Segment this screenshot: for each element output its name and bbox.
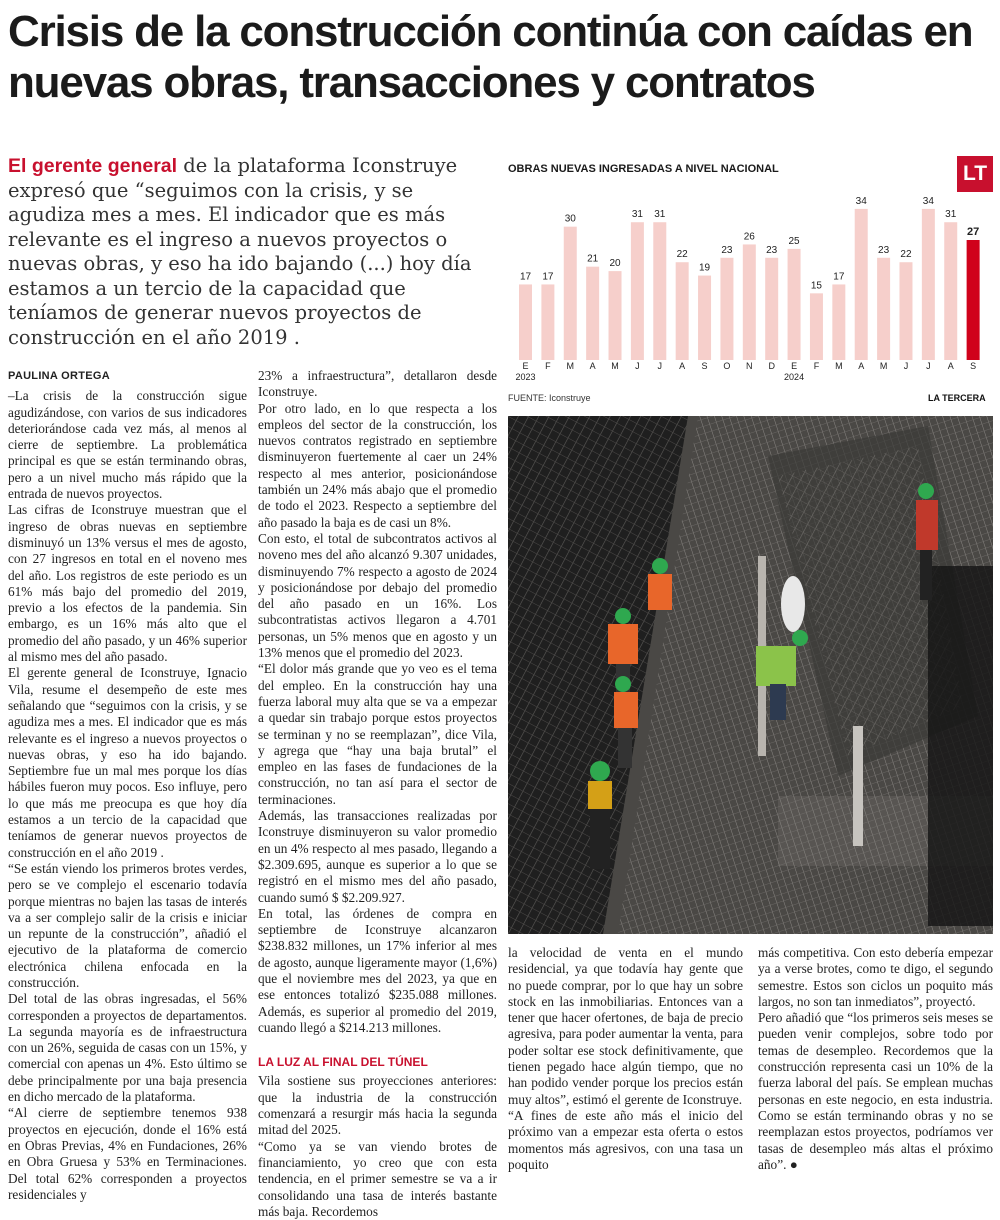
bar-value-label: 30 <box>564 213 576 225</box>
chart-title: OBRAS NUEVAS INGRESADAS A NIVEL NACIONAL <box>508 163 779 175</box>
byline: PAULINA ORTEGA <box>8 370 110 382</box>
bar-value-label: 27 <box>966 226 980 238</box>
bar-value-label: 26 <box>743 231 755 243</box>
bar-value-label: 22 <box>676 249 688 261</box>
paragraph: “El dolor más grande que yo veo es el tema del empleo. En la construcción hay una fuerza laboral muy alta que se va a empezar a quedar sin trabajo porque estos proyectos se terminan y no se reemplazan”, dice Vila, y agrega que “hay una baja brutal” el empleo en las fases de fundaciones de la construcción, no tan así para el sector de terminaciones. <box>258 661 497 807</box>
chart-bar <box>698 276 711 360</box>
bar-value-label: 21 <box>587 253 599 265</box>
paragraph: la velocidad de venta en el mundo residencial, ya que todavía hay gente que no puede comprar, por lo que hay un sobre stock en las inmobiliarias. Entonces van a tener que hacer ofertones, de baja de precio agresiva, para poder aumentar la venta, para poder soltar ese stock definitivamente, que tienen pegado hace algún tiempo, que no han podido vender porque los precios están muy altos”, estimó el gerente de Iconstruye. <box>508 945 743 1107</box>
bar-value-label: 15 <box>810 280 823 292</box>
x-tick-label: F <box>545 361 551 371</box>
article-deck <box>8 154 483 350</box>
chart-bar <box>855 209 868 360</box>
chart-bar <box>586 267 599 360</box>
x-tick-label: S <box>701 361 708 371</box>
bar-value-label: 23 <box>878 244 890 256</box>
bar-value-label: 34 <box>922 195 934 207</box>
year-label: 2023 <box>515 372 536 382</box>
chart-bar <box>519 284 532 360</box>
chart-bar <box>720 258 733 360</box>
chart-bar <box>564 227 577 360</box>
chart-bar <box>743 244 756 360</box>
x-tick-label: A <box>589 361 596 371</box>
chart-bar <box>765 258 778 360</box>
bar-value-label: 31 <box>654 209 666 221</box>
column-3 <box>508 945 743 1173</box>
bar-value-label: 17 <box>542 271 554 283</box>
paragraph <box>758 1010 993 1173</box>
la-tercera-logo: LT <box>957 156 993 192</box>
chart-bar <box>922 209 935 360</box>
x-tick-label: J <box>926 361 931 371</box>
x-tick-label: M <box>879 361 888 371</box>
paragraph: –La crisis de la construcción sigue agudizándose, con varios de sus indicadores deteriorándose cada vez más, al menos al cierre de septiembre. La problemática principal es que se están terminando obras, pero a un nivel mucho más rápido que la entrada de nuevos proyectos. <box>8 388 247 502</box>
paragraph-text: Pero añadió que “los primeros seis meses se pueden venir complejos, sobre todo por temas de desempleo. Recordemos que la construcción representa casi un 10% de la fuerza laboral del país. Se emplean muchas personas en este negocio, en esta industria. Como se están terminando obras y no se reemplazan estos proyectos, podríamos ver tasas de desempleo más altas el próximo año”. <box>758 1010 993 1172</box>
bar-value-label: 23 <box>766 244 778 256</box>
x-tick-label: E <box>791 361 798 371</box>
x-tick-label: S <box>970 361 977 371</box>
paragraph: Además, las transacciones realizadas por Iconstruye disminuyeron su valor promedio en un 4% respecto al mes pasado, llegando a $2.309.695, aunque es superior a lo que se registró en el mismo mes del año pasado, cuando sumó $ $2.209.927. <box>258 808 497 905</box>
photo-illustration <box>508 416 993 934</box>
paragraph: Las cifras de Iconstruye muestran que el ingreso de obras nuevas en septiembre disminuyó un 13% versus el mes de agosto, con 27 ingresos en total en el noveno mes del año. Los registros de este periodo es un 61% más bajo del promedio del 2019, previo a los efectos de la pandemia. Sin embargo, es un 16% más alto que el promedio del año pasado, y un 46% superior al mismo mes del año pasado. <box>8 502 247 665</box>
chart-bar <box>609 271 622 360</box>
x-tick-label: J <box>657 361 663 371</box>
chart-bar <box>541 284 554 360</box>
bar-value-label: 19 <box>698 262 711 274</box>
chart-bar <box>676 262 689 360</box>
year-label: 2024 <box>784 372 805 382</box>
bar-value-label: 25 <box>788 235 800 247</box>
bar-value-label: 23 <box>721 244 733 256</box>
subheading: LA LUZ AL FINAL DEL TÚNEL <box>258 1055 428 1070</box>
bar-value-label: 17 <box>833 271 845 283</box>
paragraph: “Se están viendo los primeros brotes verdes, pero se ve complejo el escenario todavía porque mientras no bajen las tasas de interés va a ser complejo salir de la crisis e iniciar un repunte de la construcción”, añadió el ejecutivo de la plataforma de comercio electrónica chilena enfocada en la construcción. <box>8 860 247 990</box>
brand-name: LA TERCERA <box>928 393 986 403</box>
column-2 <box>258 368 497 1220</box>
headline: Crisis de la construcción continúa con caídas en nuevas obras, transacciones y contratos <box>8 7 973 107</box>
paragraph: “A fines de este año más el inicio del próximo van a empezar esta oferta o estos momentos más agresivos, con una tasa un poquito <box>508 1107 743 1172</box>
paragraph: En total, las órdenes de compra en septiembre de Iconstruye alcanzaron $238.832 millones, un 17% inferior al mes de agosto, aunque ligeramente mayor (1,6%) que el noviembre mes del 2023, ya que en ese entonces totalizó $235.088 millones. Además, es superior al promedio del 2019, cuando llegó a $214.213 millones. <box>258 905 497 1035</box>
x-tick-label: J <box>635 361 640 371</box>
x-tick-label: E <box>522 361 529 371</box>
bar-chart <box>508 190 993 385</box>
construction-photo <box>508 416 993 934</box>
paragraph: Por otro lado, en lo que respecta a los empleos del sector de la construcción, los nuevos contratos registrado en septiembre disminuyeron fuertemente al caer un 24% respecto al mes anterior, posicionándose también un 24% más abajo que el promedio de todo el 2023. Respecto a septiembre del año pasado la baja es de casi un 8%. <box>258 400 497 530</box>
chart-bar <box>631 222 644 360</box>
paragraph: Del total de las obras ingresadas, el 56% corresponden a proyectos de departamentos. La segunda mayoría es de infraestructura con un 26%, seguida de casas con un 15%, y comercial con apenas un 4%. Esto último se debe principalmente por una baja presencia en dicho mercado de la plataforma. <box>8 991 247 1105</box>
paragraph: Con esto, el total de subcontratos activos al noveno mes del año alcanzó 9.307 unidades, disminuyendo 7% respecto a agosto de 2024 y posicionándose por debajo del promedio del año pasado en un 16%. Los subcontratistas activos llegaron a 4.701 personas, un 5% menos que en agosto y un 13% menos que el promedio del 2023. <box>258 530 497 661</box>
deck-lead: El gerente general <box>8 155 178 177</box>
chart-bar <box>967 240 980 360</box>
chart-bar <box>877 258 890 360</box>
chart-bar <box>653 222 666 360</box>
x-tick-label: M <box>835 361 843 371</box>
chart-source: FUENTE: Iconstruye <box>508 393 591 403</box>
chart-bar <box>810 293 823 360</box>
x-tick-label: J <box>903 361 909 371</box>
x-tick-label: M <box>566 361 575 371</box>
paragraph: El gerente general de Iconstruye, Ignacio Vila, resume el desempeño de este mes señalando que “seguimos con la crisis, y se agudiza mes a mes. El indicador que es más relevante es el ingreso a nuevos proyectos o nuevas obras, y eso ha ido bajando. Septiembre fue un mal mes porque los días hábiles fueron muy pocos. Eso influye, pero lo que más me preocupa es que hoy día estamos a un tercio de la capacidad que teníamos de generar nuevos proyectos de construcción en el año 2019 . <box>8 665 247 860</box>
x-tick-label: O <box>723 361 731 371</box>
x-tick-label: M <box>611 361 619 371</box>
chart-bar <box>944 222 957 360</box>
paragraph: 23% a infraestructura”, detallaron desde Iconstruye. <box>258 368 497 400</box>
end-mark-icon: ● <box>789 1156 798 1172</box>
column-1 <box>8 368 247 1203</box>
bar-value-label: 34 <box>855 195 867 207</box>
paragraph: “Como ya se van viendo brotes de financiamiento, yo creo que con esta tendencia, en el primer semestre se va a ir consolidando una tasa de interés bastante más baja. Recordemos <box>258 1138 497 1219</box>
x-tick-label: N <box>746 361 753 371</box>
bar-value-label: 20 <box>609 258 621 270</box>
chart-bar <box>899 262 912 360</box>
bar-value-label: 22 <box>900 249 912 261</box>
paragraph: “Al cierre de septiembre tenemos 938 proyectos en ejecución, donde el 16% está en Obras Previas, 4% en Fundaciones, 26% en Obra Gruesa y 53% en Terminaciones. Del total 62% corresponden a proyectos residenciales y <box>8 1105 247 1202</box>
x-tick-label: F <box>813 361 820 371</box>
x-tick-label: A <box>858 361 865 371</box>
bar-value-label: 31 <box>631 209 643 221</box>
deck-text: de la plataforma Iconstruye expresó que “seguimos con la crisis, y se agudiza mes a mes. El indicador que es más relevante es el ingreso a nuevos proyectos o nuevas obras, y eso ha ido bajando (...) hoy día estamos a un tercio de la capacidad que teníamos de generar nuevos proyectos de construcción en el año 2019 . <box>8 154 472 349</box>
paragraph: Vila sostiene sus proyecciones anteriores: que la industria de la construcción comenzará a resurgir más hacia la segunda mitad del 2025. <box>258 1073 497 1138</box>
bar-value-label: 17 <box>519 271 532 283</box>
chart-bar <box>832 284 845 360</box>
chart-bar <box>788 249 801 360</box>
x-tick-label: A <box>947 361 954 371</box>
bar-value-label: 31 <box>945 209 957 221</box>
column-4 <box>758 945 993 1173</box>
x-tick-label: A <box>679 361 686 371</box>
x-tick-label: D <box>768 361 775 371</box>
paragraph: más competitiva. Con esto debería empezar ya a verse brotes, como te digo, el segundo semestre. Estos son ciclos un poquito más largos, no son tan inmediatos”, proyectó. <box>758 945 993 1009</box>
